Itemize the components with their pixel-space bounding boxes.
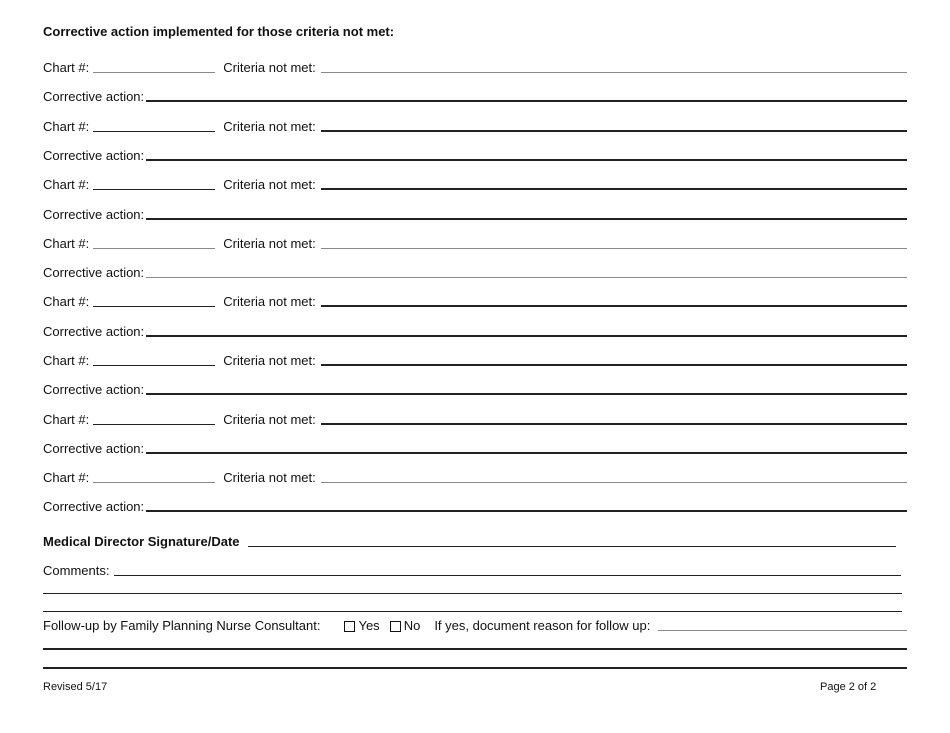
corrective-action-label: Corrective action:	[43, 207, 145, 222]
corrective-action-row	[43, 378, 907, 398]
chart-number-field[interactable]	[93, 482, 215, 483]
chart-number-field[interactable]	[93, 131, 215, 132]
corrective-action-field[interactable]	[146, 218, 907, 220]
signature-field[interactable]	[248, 546, 897, 547]
chart-row	[43, 56, 907, 76]
followup-row	[43, 614, 907, 634]
corrective-action-row	[43, 320, 907, 340]
chart-number-label: Chart #:	[43, 470, 90, 485]
corrective-action-row	[43, 437, 907, 457]
no-checkbox[interactable]	[390, 621, 401, 632]
criteria-not-met-label: Criteria not met:	[223, 353, 316, 368]
criteria-not-met-field[interactable]	[321, 364, 907, 366]
comments-row	[43, 559, 901, 579]
criteria-not-met-field[interactable]	[321, 482, 907, 483]
followup-yes-option[interactable]	[344, 618, 379, 634]
no-label: No	[403, 618, 421, 633]
chart-row	[43, 173, 907, 193]
signature-row	[43, 530, 896, 550]
criteria-not-met-label: Criteria not met:	[223, 412, 316, 427]
chart-number-field[interactable]	[93, 189, 215, 190]
criteria-not-met-label: Criteria not met:	[223, 470, 316, 485]
corrective-action-field[interactable]	[146, 100, 907, 102]
chart-number-label: Chart #:	[43, 353, 90, 368]
chart-row	[43, 115, 907, 135]
chart-number-field[interactable]	[93, 248, 215, 249]
followup-no-option[interactable]	[390, 618, 421, 634]
corrective-action-label: Corrective action:	[43, 265, 145, 280]
chart-number-label: Chart #:	[43, 294, 90, 309]
corrective-action-field[interactable]	[146, 159, 907, 161]
criteria-not-met-field[interactable]	[321, 423, 907, 425]
chart-row	[43, 290, 907, 310]
page-number: Page 2 of 2	[820, 681, 877, 693]
criteria-not-met-label: Criteria not met:	[223, 177, 316, 192]
followup-label: Follow-up by Family Planning Nurse Consultant:	[43, 618, 321, 633]
yes-checkbox[interactable]	[344, 621, 355, 632]
corrective-action-field[interactable]	[146, 277, 907, 278]
chart-row	[43, 349, 907, 369]
chart-row	[43, 408, 907, 428]
criteria-not-met-field[interactable]	[321, 72, 907, 73]
corrective-action-label: Corrective action:	[43, 148, 145, 163]
corrective-action-row	[43, 144, 907, 164]
signature-label: Medical Director Signature/Date	[43, 534, 240, 549]
corrective-action-label: Corrective action:	[43, 499, 145, 514]
chart-number-label: Chart #:	[43, 60, 90, 75]
chart-number-label: Chart #:	[43, 412, 90, 427]
corrective-action-row	[43, 495, 907, 515]
criteria-not-met-label: Criteria not met:	[223, 119, 316, 134]
criteria-not-met-field[interactable]	[321, 130, 907, 132]
corrective-action-label: Corrective action:	[43, 382, 145, 397]
corrective-action-row	[43, 261, 907, 281]
followup-reason-line[interactable]	[43, 667, 907, 669]
yes-label: Yes	[358, 618, 380, 633]
corrective-action-field[interactable]	[146, 510, 907, 512]
corrective-action-field[interactable]	[146, 393, 907, 395]
chart-number-field[interactable]	[93, 72, 215, 73]
chart-number-field[interactable]	[93, 365, 215, 366]
followup-reason-line[interactable]	[43, 648, 907, 650]
chart-number-label: Chart #:	[43, 236, 90, 251]
criteria-not-met-label: Criteria not met:	[223, 60, 316, 75]
chart-row	[43, 232, 907, 252]
revision-note: Revised 5/17	[43, 681, 108, 693]
followup-reason-label: If yes, document reason for follow up:	[434, 618, 651, 633]
criteria-not-met-field[interactable]	[321, 305, 907, 307]
corrective-action-label: Corrective action:	[43, 324, 145, 339]
chart-number-field[interactable]	[93, 424, 215, 425]
chart-number-field[interactable]	[93, 306, 215, 307]
criteria-not-met-field[interactable]	[321, 248, 907, 249]
chart-number-label: Chart #:	[43, 177, 90, 192]
corrective-action-field[interactable]	[146, 452, 907, 454]
chart-number-label: Chart #:	[43, 119, 90, 134]
criteria-not-met-label: Criteria not met:	[223, 294, 316, 309]
comments-label: Comments:	[43, 563, 110, 578]
comments-field-line[interactable]	[43, 611, 902, 612]
corrective-action-field[interactable]	[146, 335, 907, 337]
corrective-action-row	[43, 203, 907, 223]
corrective-action-label: Corrective action:	[43, 441, 145, 456]
criteria-not-met-label: Criteria not met:	[223, 236, 316, 251]
corrective-action-row	[43, 85, 907, 105]
criteria-not-met-field[interactable]	[321, 188, 907, 190]
comments-field-line[interactable]	[43, 593, 902, 594]
followup-reason-field[interactable]	[658, 630, 907, 631]
chart-row	[43, 466, 907, 486]
comments-field[interactable]	[114, 575, 901, 576]
form-heading: Corrective action implemented for those criteria not met:	[43, 24, 395, 39]
corrective-action-label: Corrective action:	[43, 89, 145, 104]
